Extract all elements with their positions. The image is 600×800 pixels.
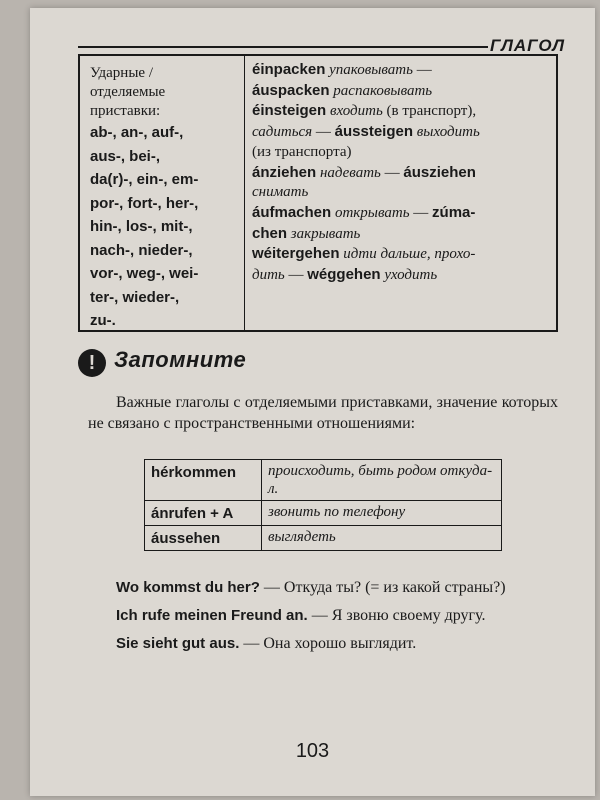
german-verb: áussteigen [334,123,414,141]
running-header: ГЛАГОЛ [490,36,566,55]
german-verb: wéitergehen [252,245,340,263]
table-row [145,526,502,551]
russian-sentence: — Она хорошо выглядит. [239,635,417,652]
example-sentence [88,632,563,656]
russian-sentence: — Я звоню своему другу. [307,607,486,624]
german-verb: éinpacken [252,61,326,78]
german-verb: áufmachen [252,203,332,221]
verb-table [144,459,502,551]
example-sentence [88,604,563,628]
prefix-line: zu-. [90,312,116,329]
russian-translation: садиться [252,124,313,141]
remember-intro: Важные глаголы с отделяемыми приставками, значение которых не связано с пространственными отношениями: [88,394,558,432]
prefix-list-column [90,64,240,333]
table-divider [244,56,245,330]
german-sentence: Ich rufe meinen Freund an. [116,607,308,624]
prefix-label-line: приставки: [90,103,161,119]
prefix-table [78,54,558,332]
exclamation-icon: ! [78,349,106,377]
german-sentence: Sie sieht gut aus. [116,635,240,652]
header-rule [78,46,488,48]
verb-cell: áussehen [145,526,262,551]
example-line [252,122,552,143]
prefix-line: por-, fort-, her-, [90,194,199,212]
remember-title: Запомните [114,347,247,372]
prefix-line: nach-, nieder-, [90,241,193,259]
prefix-line: aus-, bei-, [90,147,161,165]
example-line [252,60,552,81]
page-number: 103 [295,740,330,762]
russian-translation: идти дальше, прохо- [339,246,476,263]
russian-translation: распаковывать [329,82,433,99]
example-line [252,203,552,224]
plain-text: — [380,164,404,181]
example-line [252,163,552,184]
plain-text: (из транспорта) [252,143,352,160]
prefix-examples-column [252,60,552,286]
german-verb: áusziehen [403,163,476,181]
prefix-line: hin-, los-, mit-, [90,218,193,235]
german-verb: ánziehen [252,163,317,181]
example-line [252,244,552,265]
example-line [252,101,552,122]
translation-cell: выглядеть [262,526,502,551]
prefix-line: ter-, wieder-, [90,288,180,306]
table-row [145,460,502,501]
russian-translation: входить [326,103,383,120]
russian-translation: выходить [413,124,480,141]
example-line [252,81,552,102]
example-sentence [88,576,563,600]
german-verb: éinsteigen [252,102,327,120]
table-row [145,501,502,526]
prefix-line: da(r)-, ein-, em- [90,171,199,188]
german-verb: chen [252,224,288,242]
verb-cell: hérkommen [145,460,262,501]
prefix-line: ab-, an-, auf-, [90,124,184,141]
example-line [252,224,552,245]
plain-text: — [312,124,335,141]
german-verb: áuspacken [252,81,330,99]
example-line [252,265,552,286]
example-line [252,143,552,163]
russian-translation: открывать [331,204,410,221]
verb-cell: ánrufen + A [145,501,262,526]
book-page [30,8,595,796]
russian-translation: снимать [252,184,309,201]
russian-translation: надевать [316,164,381,181]
prefix-line: vor-, weg-, wei- [90,265,199,282]
russian-translation: закрывать [287,225,361,242]
german-sentence: Wo kommst du her? [116,579,260,596]
prefix-label-line: Ударные / [90,65,153,81]
plain-text: — [409,204,433,221]
plain-text: — [412,62,432,78]
translation-cell: происходить, быть родом откуда-л. [262,460,502,501]
russian-translation: дить [252,267,285,284]
russian-translation: упаковывать [325,62,413,78]
example-line [252,183,552,203]
russian-sentence: — Откуда ты? (= из какой страны?) [259,579,506,596]
russian-translation: уходить [380,267,438,284]
translation-cell: звонить по телефону [262,501,502,526]
prefix-label-line: отделяемые [90,84,166,100]
plain-text: (в транспорт), [382,103,477,120]
example-sentences [88,576,563,660]
german-verb: wéggehen [307,266,381,284]
plain-text: — [284,267,308,284]
german-verb: zúma- [432,203,476,221]
